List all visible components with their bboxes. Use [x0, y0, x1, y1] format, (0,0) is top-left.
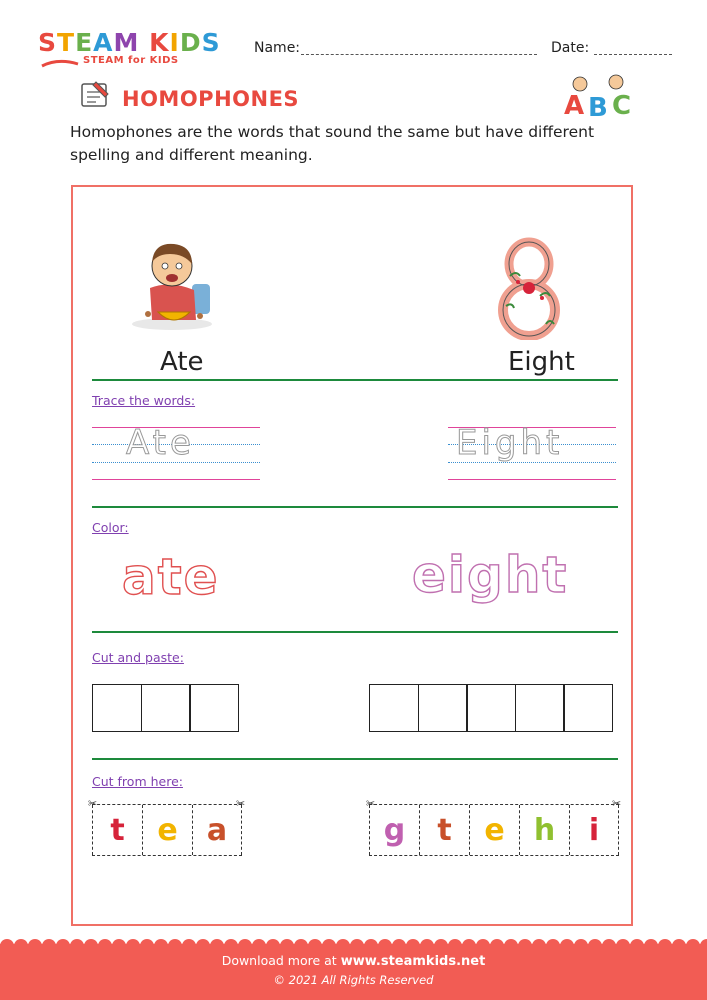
number-eight-image — [496, 236, 562, 340]
scissors-icon: ✂ — [236, 797, 246, 810]
color-letter: eight — [412, 546, 569, 604]
trace-word-ate[interactable]: Ate — [126, 423, 195, 463]
paste-box[interactable] — [189, 684, 239, 732]
footer-download-prefix: Download more at — [221, 953, 337, 968]
steam-kids-logo: STEAM KIDS — [38, 28, 221, 57]
cut-paste-label: Cut and paste: — [92, 650, 184, 665]
trace-line — [448, 479, 616, 480]
cut-letter-card[interactable]: i — [569, 805, 619, 855]
pencil-paper-icon — [78, 80, 114, 110]
color-word-ate[interactable] — [122, 548, 220, 606]
paste-box[interactable] — [92, 684, 142, 732]
paste-boxes-eight — [369, 684, 613, 732]
section-divider — [92, 379, 618, 381]
cut-letters-left — [92, 804, 242, 856]
logo-subtitle: STEAM for KIDS — [83, 55, 179, 66]
cut-letter-card[interactable]: e — [469, 805, 519, 855]
cut-letter-card[interactable]: t — [419, 805, 469, 855]
scissors-icon: ✂ — [612, 797, 622, 810]
paste-box[interactable] — [515, 684, 565, 732]
section-divider — [92, 631, 618, 633]
trace-word-eight[interactable]: Eight — [456, 423, 564, 463]
paste-box[interactable] — [466, 684, 516, 732]
section-divider — [92, 758, 618, 760]
color-letter: ate — [122, 548, 220, 606]
svg-text:B: B — [588, 93, 608, 120]
date-label: Date: — [551, 40, 590, 56]
scissors-icon: ✂ — [366, 797, 376, 810]
intro-text: Homophones are the words that sound the same but have different spelling and different meaning. — [70, 123, 595, 164]
abc-kids-art — [560, 70, 640, 120]
paste-boxes-ate — [92, 684, 239, 732]
footer-download — [0, 953, 707, 969]
scissors-icon: ✂ — [88, 797, 98, 810]
paste-box[interactable] — [369, 684, 419, 732]
svg-text:A: A — [564, 91, 585, 120]
cut-letter-card[interactable]: e — [142, 805, 192, 855]
name-field[interactable] — [301, 54, 537, 55]
footer-link[interactable]: www.steamkids.net — [340, 954, 486, 969]
color-label: Color: — [92, 520, 129, 535]
date-field[interactable] — [594, 54, 672, 55]
trace-line — [92, 479, 260, 480]
logo-swoosh-icon — [40, 56, 80, 72]
page-title: HOMOPHONES — [122, 87, 300, 111]
cut-letter-card[interactable]: h — [519, 805, 569, 855]
svg-text:C: C — [612, 91, 632, 120]
paste-box[interactable] — [563, 684, 613, 732]
cut-letter-card[interactable]: g — [369, 805, 419, 855]
footer-copyright: © 2021 All Rights Reserved — [273, 973, 434, 987]
boy-eating-image — [130, 236, 216, 332]
word-ate: Ate — [160, 347, 204, 377]
cut-letter-card[interactable]: t — [92, 805, 142, 855]
trace-label: Trace the words: — [92, 393, 196, 408]
cut-letter-card[interactable]: a — [192, 805, 242, 855]
section-divider — [92, 506, 618, 508]
color-word-eight[interactable] — [412, 546, 568, 604]
cut-letters-right — [369, 804, 619, 856]
cut-from-label: Cut from here: — [92, 774, 183, 789]
paste-box[interactable] — [141, 684, 191, 732]
word-eight: Eight — [508, 347, 575, 377]
paste-box[interactable] — [418, 684, 468, 732]
name-label: Name: — [254, 40, 301, 56]
